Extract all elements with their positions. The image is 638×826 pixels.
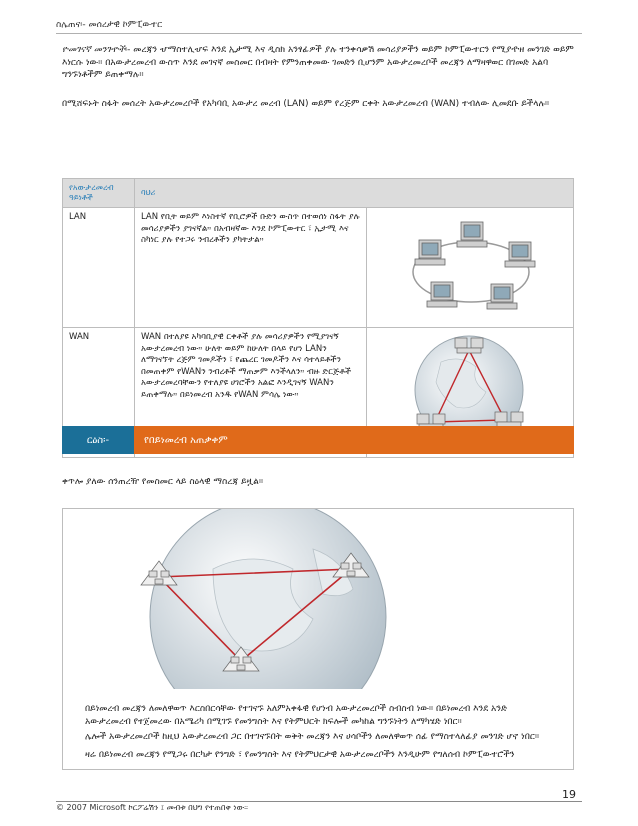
lan-type-cell: LAN xyxy=(63,208,135,328)
column-header-description: ባህሪ xyxy=(135,179,574,208)
footer-rule xyxy=(56,801,582,802)
wan-description-cell: WAN በተለያዩ አካባቢያዊ ርቀቶች ያሉ መሳሪያዎችን የሚያገናኝ አውታረመረብ ነው። ሁለት ወይም ከሁለት በላይ የሆነ LANን ለማገናኘት ረጅም ገመዶችን ፣ የጨረር ገመዶችን እና ሳተላይቶችን በመጠቀም የWANን ንብረቶች ማጠቃም እንችላለን። ብዙ ድርጅቶች አውታረመረባቸውን የተለያዩ ሀገሮችን አልፎ እንዲገናኝ WANን ይጠቀማሉ። በይነመረብ አንዱ የWAN ምሳሌ ነው። xyxy=(135,328,367,458)
section-banner xyxy=(62,426,574,454)
internet-figure-box xyxy=(62,508,574,770)
lan-computer-2 xyxy=(457,222,487,247)
table-row-lan xyxy=(63,208,574,328)
lan-computer-4 xyxy=(427,282,457,307)
intro-text-1: ፡- መረጃን ሇማስተሊሇፍ እንደ ኢታሚ እና ዲስክ አንፃፊዎች ያሉ ተንቀሳቃሽ መሳሪያዎችን ወይም ኮምፒውተርን የሚያዯዘ መንገድ ወይም እነርሱ ነው። በአውታረመረብ ውስጥ እንደ መገናኛ መስመር በብዛት የምንጠቀመው ገመድን ቢሆንም አውታረመረቦች መረጃን ለማዛዋወር በገመድ አልባ ግንኙነቶችም ይጠቀማሉ። xyxy=(62,45,574,80)
intro-paragraph-2: በሚሸፍኑት ስፋት መሰረት አውታረመረቦች የአካባቢ አውታረ መረብ (LAN) ወይም የረጅም ርቀት አውታረመረብ (WAN) ተብለው ሊመደቡ ይችላሉ። xyxy=(62,99,550,109)
lan-computer-1 xyxy=(415,240,445,265)
lan-description-cell: LAN የቢት ወይም እነስተኛ የቢሮዎች ቡድን ውስጥ በተወሰነ ስፋት ያሉ መሳሪያዎችን ያገናኛል። በአብዛኛው እንደ ኮምፒውተር ፣ ኢታሚ እና ስካነር ያሉ የተጋሩ ንብረቶችን ያካትታል። xyxy=(135,208,367,328)
lan-network-illustration xyxy=(371,212,561,320)
section-intro: ቀጥሎ ያለው ሰንጠረዥ የመስመር ላይ ስዕላዊ ማስረጃ ይዟል። xyxy=(62,477,264,487)
lan-computer-3 xyxy=(505,242,535,267)
intro-term: ዮመገናኛ መንገዯች xyxy=(62,45,126,55)
figure-paragraph-2: ሌሎች አውታረመረቦች ከዚህ አውታረመረብ ጋር በተገናኙበት ወቅት መረጃን እና ሀሳቦችን ለመለዋወጥ ሰፊ የማስተላለፊያ መንገድ ሆኖ ነበር። xyxy=(85,732,540,742)
footer-copyright: © 2007 Microsoft ኮርፖሬሽን ፤ መብቱ በህግ የተጠበቀ ነው። xyxy=(56,803,248,812)
table-header-row xyxy=(63,179,574,208)
lan-computer-5 xyxy=(487,284,517,309)
internet-globe-illustration xyxy=(63,509,573,689)
intro-paragraph-1 xyxy=(62,44,574,82)
section-label: ርዕስ፡- xyxy=(62,426,134,454)
network-types-table xyxy=(62,178,574,458)
section-title: የበይነመረብ አጠቃቀም xyxy=(134,426,574,454)
page-number: 19 xyxy=(562,788,576,801)
figure-paragraph-3: ዛሬ በይነመረብ መረጃን የሚጋሩ በርካታ የንግድ ፣ የመንግስት እና የትምህርታዊ አውታረመረቦችን እንዲሁም የግለሰብ ኮምፒውተሮችን xyxy=(85,750,515,760)
page-header-title: ስሌጠና፡- መሰረታዊ ኮምፒውተር xyxy=(56,20,163,30)
lan-illustration-cell xyxy=(367,208,574,328)
column-header-type: የአውታረመረብ ዓይነቶች xyxy=(63,179,135,208)
wan-type-cell: WAN xyxy=(63,328,135,458)
header-rule xyxy=(56,33,582,34)
figure-paragraph-1: በይነመረብ መረጃን ለመለዋወጥ እርስበርሳቸው የተገናኙ አለምአቀፋዊ የሆነብ አውታረመረቦች ስብስብ ነው። በይነመረብ እንደ አንድ አውታረመረብ የተጀመረው በአሜሪካ በሚገኙ የመንግስት እና የትምህርት ክፍሎች መካከል ግንኙነትን ለማካሄድ ነበር። xyxy=(85,704,508,727)
